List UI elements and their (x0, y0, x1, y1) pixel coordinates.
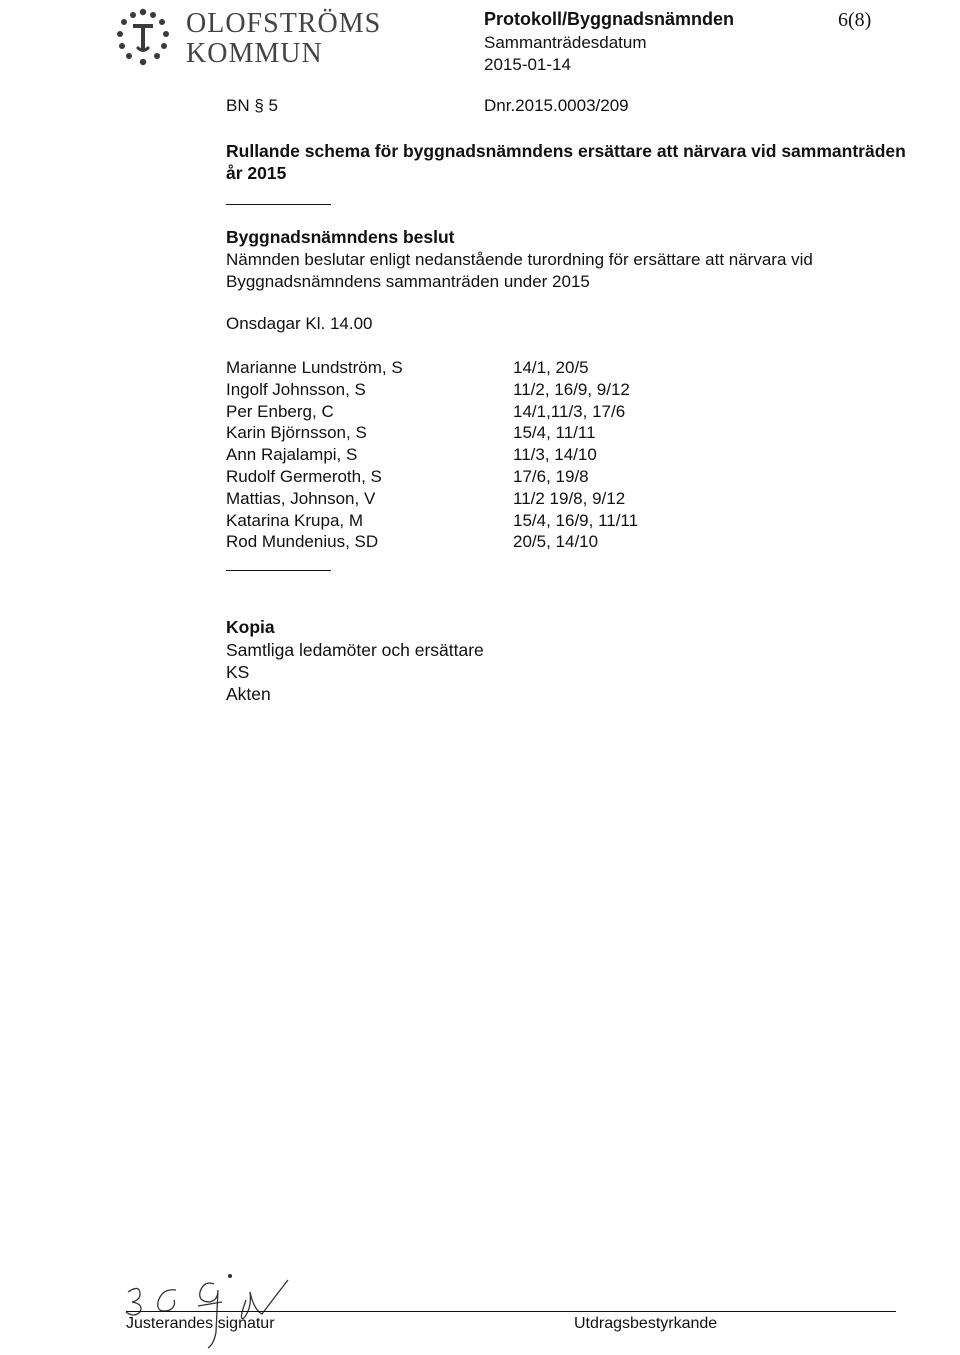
substitute-row (226, 444, 746, 466)
copy-recipient-list (226, 639, 484, 705)
section-heading-line2: år 2015 (226, 163, 287, 183)
substitute-row (226, 510, 746, 532)
substitute-name: Ingolf Johnsson, S (226, 379, 366, 399)
substitute-dates: 15/4, 11/11 (513, 423, 596, 443)
substitute-name: Marianne Lundström, S (226, 358, 403, 377)
meeting-date-label: Sammanträdesdatum (484, 33, 647, 52)
substitute-dates: 14/1, 20/5 (513, 358, 589, 377)
diary-number: Dnr.2015.0003/209 (484, 96, 629, 115)
decision-text: Nämnden beslutar enligt nedanstående turordning för ersättare att närvara vid Byggnadsnämndens sammanträden under 2015 (226, 250, 813, 291)
substitute-name: Rod Mundenius, SD (226, 532, 379, 552)
divider-rule (226, 204, 331, 205)
section-heading (226, 140, 960, 184)
meeting-schedule: Onsdagar Kl. 14.00 (226, 314, 373, 333)
substitute-dates: 11/2 19/8, 9/12 (513, 488, 626, 508)
substitute-row (226, 488, 746, 510)
substitute-row (226, 531, 746, 553)
substitute-name: Mattias, Johnson, V (226, 488, 376, 508)
municipality-emblem-icon (108, 4, 178, 70)
signature-scribble (118, 1262, 328, 1352)
substitute-dates: 20/5, 14/10 (513, 532, 599, 552)
footer-rule (126, 1311, 896, 1312)
certification-label: Utdragsbestyrkande (574, 1315, 718, 1332)
substitute-dates: 11/3, 14/10 (513, 445, 597, 465)
divider-rule (226, 570, 331, 571)
copy-recipient: KS (226, 662, 250, 682)
substitute-dates: 15/4, 16/9, 11/11 (513, 510, 639, 530)
copy-recipient: Akten (226, 684, 271, 704)
substitute-dates: 11/2, 16/9, 9/12 (513, 379, 630, 399)
substitute-name: Rudolf Germeroth, S (226, 466, 382, 486)
substitute-name: Karin Björnsson, S (226, 423, 367, 443)
document-title: Protokoll/Byggnadsnämnden (484, 9, 735, 29)
substitute-row (226, 357, 746, 379)
substitute-row (226, 422, 746, 444)
logo-text-line1: OLOFSTRÖMS (186, 8, 382, 39)
section-heading-line1: Rullande schema för byggnadsnämndens ersättare att närvara vid sammanträden (226, 141, 906, 161)
substitute-dates: 14/1,11/3, 17/6 (513, 401, 626, 421)
substitute-name: Per Enberg, C (226, 401, 334, 421)
logo-text-line2: KOMMUN (186, 38, 323, 69)
section-id: BN § 5 (226, 96, 278, 115)
substitute-row (226, 379, 746, 401)
substitute-row (226, 466, 746, 488)
copy-title: Kopia (226, 617, 275, 637)
signature-label: Justerandes signatur (126, 1315, 275, 1332)
substitute-name: Ann Rajalampi, S (226, 445, 358, 465)
substitute-row (226, 401, 746, 423)
substitute-dates: 17/6, 19/8 (513, 466, 589, 486)
meeting-date: 2015-01-14 (484, 55, 571, 74)
substitute-list (226, 357, 746, 553)
decision-title: Byggnadsnämndens beslut (226, 227, 455, 247)
copy-recipient: Samtliga ledamöter och ersättare (226, 640, 484, 660)
municipality-logo (108, 4, 398, 70)
substitute-name: Katarina Krupa, M (226, 510, 364, 530)
page-number: 6(8) (838, 9, 872, 31)
